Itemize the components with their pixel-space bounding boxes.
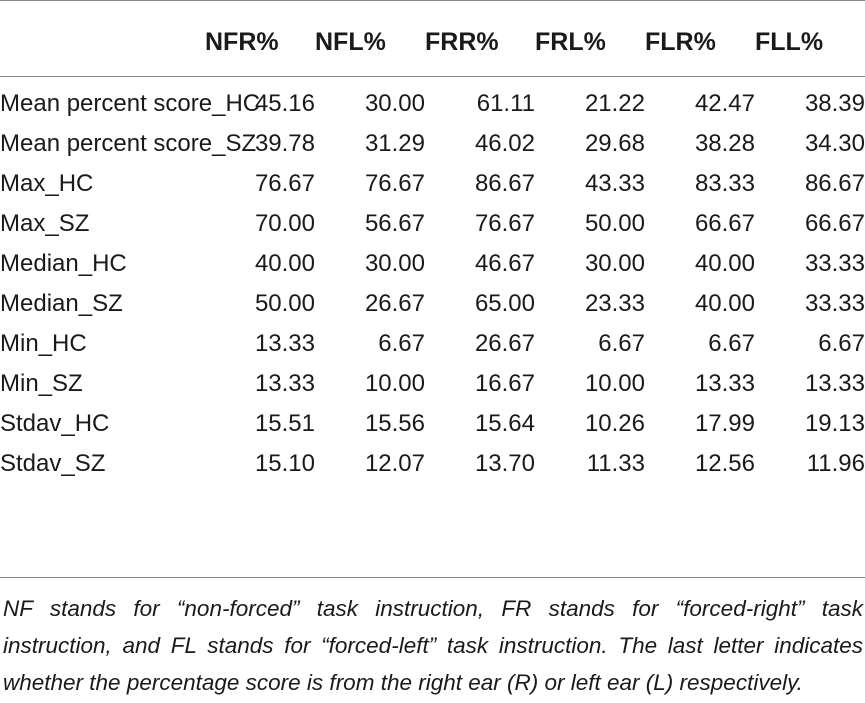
table-cell: 38.39 [804,90,865,117]
table-cell: 39.78 [254,130,315,157]
table-cell: 29.68 [584,130,645,157]
row-label: Stdav_SZ [0,450,106,477]
table-cell: 46.02 [474,130,535,157]
table-cell: 13.70 [474,450,535,477]
table-row [0,404,865,444]
table-cell: 40.00 [694,290,755,317]
table-cell: 45.16 [254,90,315,117]
table-row [0,124,865,164]
table-cell: 30.00 [364,250,425,277]
table-cell: 16.67 [474,370,535,397]
table-row [0,444,865,484]
table-cell: 61.11 [476,90,535,117]
table-cell: 33.33 [804,250,865,277]
table-row [0,244,865,284]
table-cell: 30.00 [584,250,645,277]
row-label: Median_SZ [0,290,123,317]
row-label: Max_SZ [0,210,90,237]
column-header-nfr: NFR% [205,27,279,56]
table-cell: 13.33 [254,370,315,397]
table-cell: 38.28 [694,130,755,157]
table-footnote: NF stands for “non-forced” task instruction, FR stands for “forced-right” task instruction, and FL stands for “forced-left” task instruction. The last letter indicates whether the percentage score is from the right ear (R) or left ear (L) respectively. [3,596,863,695]
table-cell: 50.00 [584,210,645,237]
table-cell: 15.51 [254,410,315,437]
table-cell: 10.26 [584,410,645,437]
table-row [0,164,865,204]
table-cell: 19.13 [804,410,865,437]
table-row [0,364,865,404]
table-cell: 43.33 [584,170,645,197]
table-row [0,324,865,364]
table-cell: 6.67 [818,330,865,357]
table-cell: 40.00 [254,250,315,277]
column-header-blank [0,0,205,80]
column-header-fll: FLL% [755,27,824,56]
table-cell: 15.10 [254,450,315,477]
table-cell: 76.67 [254,170,315,197]
table-cell: 12.07 [364,450,425,477]
table-row [0,284,865,324]
table-cell: 46.67 [474,250,535,277]
table-row [0,80,865,124]
table-cell: 66.67 [804,210,865,237]
table-cell: 13.33 [694,370,755,397]
column-header-flr: FLR% [645,27,716,56]
row-label: Mean percent score_SZ [0,130,257,157]
table-cell: 42.47 [694,90,755,117]
table-cell: 13.33 [804,370,865,397]
table-cell: 34.30 [804,130,865,157]
table-cell: 23.33 [584,290,645,317]
row-label: Stdav_HC [0,410,110,437]
row-label: Min_SZ [0,370,83,397]
row-label: Max_HC [0,170,94,197]
table-cell: 30.00 [364,90,425,117]
table-cell: 10.00 [364,370,425,397]
table-cell: 11.33 [586,450,645,477]
table-cell: 33.33 [804,290,865,317]
table-cell: 66.67 [694,210,755,237]
header-rule [0,76,865,77]
table-cell: 76.67 [364,170,425,197]
table-cell: 6.67 [598,330,645,357]
table-cell: 76.67 [474,210,535,237]
table-cell: 86.67 [804,170,865,197]
table-cell: 65.00 [474,290,535,317]
table-cell: 15.56 [364,410,425,437]
table-cell: 56.67 [364,210,425,237]
table-cell: 50.00 [254,290,315,317]
table-cell: 83.33 [694,170,755,197]
header-row [0,0,865,80]
row-label: Min_HC [0,330,87,357]
table-cell: 13.33 [254,330,315,357]
column-header-frl: FRL% [535,27,606,56]
table-cell: 26.67 [474,330,535,357]
table-cell: 6.67 [708,330,755,357]
table-cell: 10.00 [584,370,645,397]
table-cell: 12.56 [694,450,755,477]
table-cell: 17.99 [694,410,755,437]
table-cell: 11.96 [806,450,865,477]
table-cell: 21.22 [584,90,645,117]
table-cell: 31.29 [364,130,425,157]
column-header-frr: FRR% [425,27,499,56]
table-bottom-rule [0,577,865,578]
table-cell: 15.64 [474,410,535,437]
table-cell: 70.00 [254,210,315,237]
table-row [0,204,865,244]
table-cell: 86.67 [474,170,535,197]
table-cell: 6.67 [378,330,425,357]
row-label: Mean percent score_HC [0,90,261,117]
table-cell: 26.67 [364,290,425,317]
column-header-nfl: NFL% [315,27,386,56]
table-cell: 40.00 [694,250,755,277]
row-label: Median_HC [0,250,127,277]
